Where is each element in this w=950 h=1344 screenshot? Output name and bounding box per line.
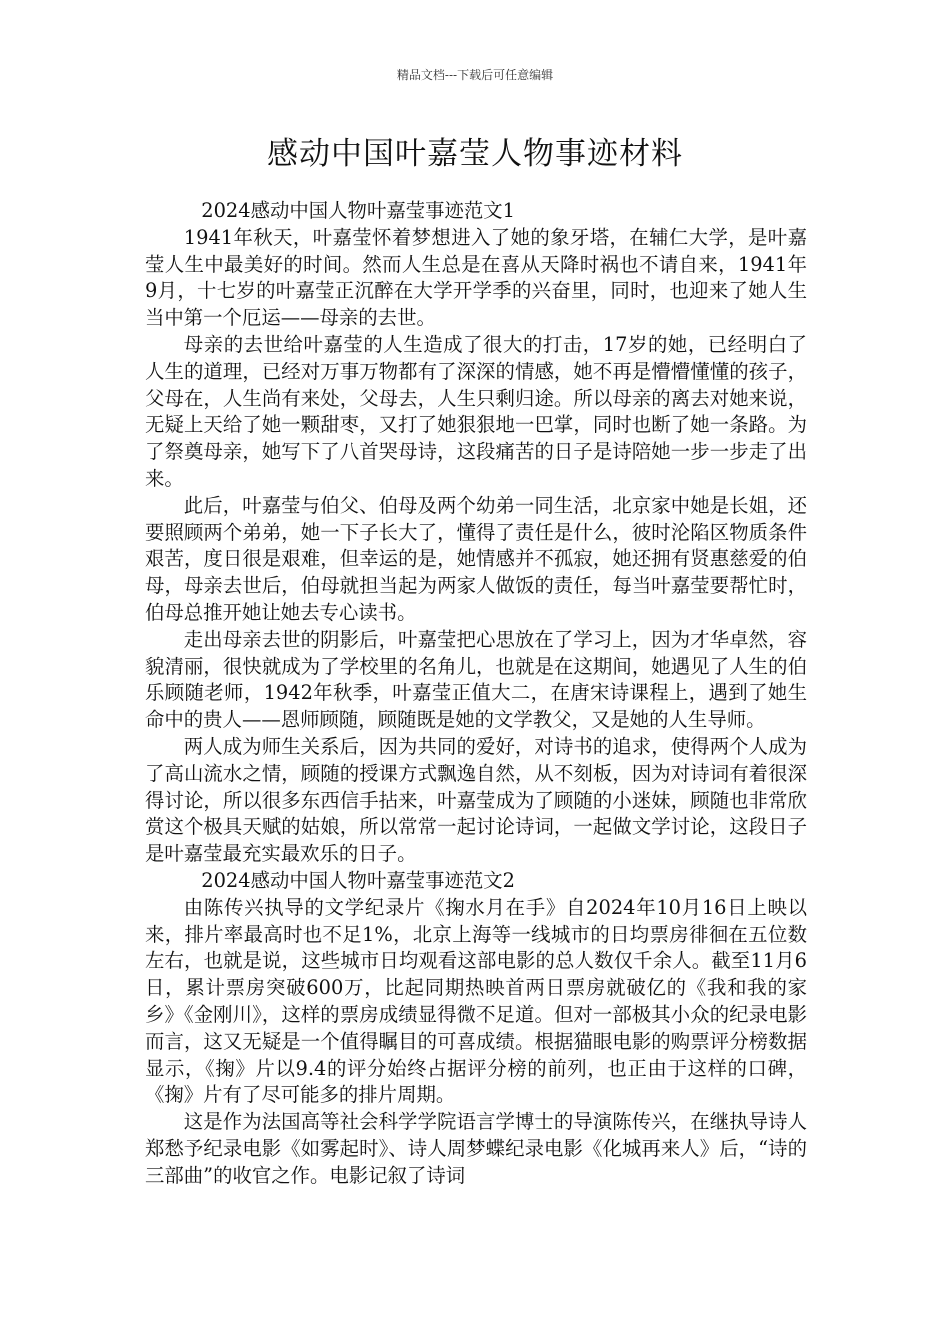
header-note: 精品文档---下载后可任意编辑	[396, 68, 554, 82]
body-paragraph: 这是作为法国高等社会科学学院语言学博士的导演陈传兴，在继执导诗人郑愁予纪录电影《如雾起时》、诗人周梦蝶纪录电影《化城再来人》后，“诗的三部曲”的收官之作。电影记叙了诗词	[145, 1110, 807, 1187]
body-paragraph: 由陈传兴执导的文学纪录片《掬水月在手》自2024年10月16日上映以来，排片率最高时也不足1%，北京上海等一线城市的日均票房徘徊在五位数左右，也就是说，这些城市日均观看这部电影的总人数仅千余人。截至11月6日，累计票房突破600万，比起同期热映首两日票房就破亿的《我和我的家乡》《金刚川》，这样的票房成绩显得微不足道。但对一部极其小众的纪录电影而言，这又无疑是一个值得瞩目的可喜成绩。根据猫眼电影的购票评分榜数据显示，《掬》片以9.4的评分始终占据评分榜的前列，也正由于这样的口碑，《掬》片有了尽可能多的排片周期。	[145, 895, 807, 1107]
document-title: 感动中国叶嘉莹人物事迹材料	[267, 136, 683, 172]
section-heading: 2024感动中国人物叶嘉莹事迹范文1	[201, 199, 516, 222]
body-paragraph: 走出母亲去世的阴影后，叶嘉莹把心思放在了学习上，因为才华卓然，容貌清丽，很快就成为了学校里的名角儿，也就是在这期间，她遇见了人生的伯乐顾随老师，1942年秋季，叶嘉莹正值大二，在唐宋诗课程上，遇到了她生命中的贵人——恩师顾随，顾随既是她的文学教父，又是她的人生导师。	[145, 627, 807, 732]
body-paragraph: 两人成为师生关系后，因为共同的爱好，对诗书的追求，使得两个人成为了高山流水之情，顾随的授课方式飘逸自然，从不刻板，因为对诗词有着很深得讨论，所以很多东西信手拈来，叶嘉莹成为了顾随的小迷妹，顾随也非常欣赏这个极具天赋的姑娘，所以常常一起讨论诗词，一起做文学讨论，这段日子是叶嘉莹最充实最欢乐的日子。	[145, 734, 807, 866]
body-paragraph: 1941年秋天，叶嘉莹怀着梦想进入了她的象牙塔，在辅仁大学，是叶嘉莹人生中最美好的时间。然而人生总是在喜从天降时祸也不请自来，1941年9月，十七岁的叶嘉莹正沉醉在大学开学季的兴奋里，同时，也迎来了她人生当中第一个厄运——母亲的去世。	[145, 225, 807, 330]
body-paragraph: 此后，叶嘉莹与伯父、伯母及两个幼弟一同生活，北京家中她是长姐，还要照顾两个弟弟，她一下子长大了，懂得了责任是什么，彼时沦陷区物质条件艰苦，度日很是艰难，但幸运的是，她情感并不孤寂，她还拥有贤惠慈爱的伯母，母亲去世后，伯母就担当起为两家人做饭的责任，每当叶嘉莹要帮忙时，伯母总推开她让她去专心读书。	[145, 493, 807, 624]
document-body	[145, 198, 807, 1189]
body-paragraph: 母亲的去世给叶嘉莹的人生造成了很大的打击，17岁的她，已经明白了人生的道理，已经对万事万物都有了深深的情感，她不再是懵懵懂懂的孩子，父母在，人生尚有来处，父母去，人生只剩归途。所以母亲的离去对她来说，无疑上天给了她一颗甜枣，又打了她狠狠地一巴掌，同时也断了她一条路。为了祭奠母亲，她写下了八首哭母诗，这段痛苦的日子是诗陪她一步一步走了出来。	[145, 332, 807, 490]
section-heading: 2024感动中国人物叶嘉莹事迹范文2	[201, 868, 516, 892]
